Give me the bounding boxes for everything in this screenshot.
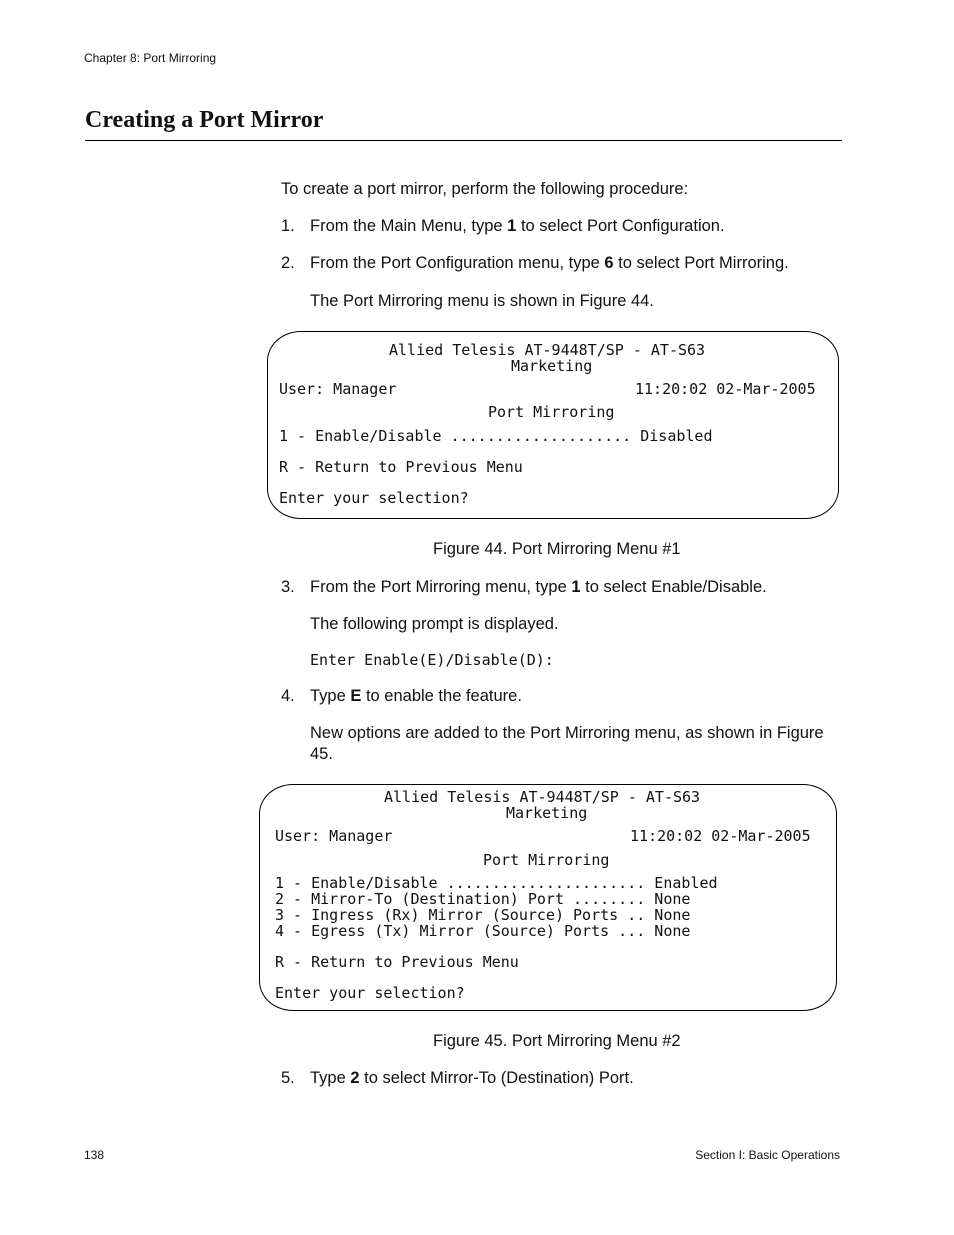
step-number: 1. [281,217,295,235]
figure-caption: Figure 44. Port Mirroring Menu #1 [433,540,681,558]
screen-prompt: Enter your selection? [279,489,469,507]
screen-user: User: Manager [275,827,393,845]
screen-title: Allied Telesis AT-9448T/SP - AT-S63 [389,341,706,359]
screen-datetime: 11:20:02 02-Mar-2005 [635,380,816,398]
step-number: 2. [281,254,295,272]
step-text: Type 2 to select Mirror-To (Destination) Port. [310,1069,634,1087]
step-text: From the Port Configuration menu, type 6 to select Port Mirroring. [310,254,789,272]
screen-menu-title: Port Mirroring [483,851,610,869]
screen-user: User: Manager [279,380,397,398]
screen-subtitle: Marketing [511,357,593,375]
figure-caption: Figure 45. Port Mirroring Menu #2 [433,1032,681,1050]
figure-reference-note: The Port Mirroring menu is shown in Figure 44. [310,292,654,310]
step-number: 3. [281,578,295,596]
intro-paragraph: To create a port mirror, perform the following procedure: [281,180,689,198]
screen-option: 1 - Enable/Disable .................... Disabled [279,427,713,445]
page-number: 138 [84,1148,105,1162]
title-rule [85,140,842,141]
running-header: Chapter 8: Port Mirroring [84,51,217,65]
screen-option: 1 - Enable/Disable ...................... Enabled [275,874,718,892]
step-number: 4. [281,687,295,705]
screen-menu-title: Port Mirroring [488,403,615,421]
prompt-example: Enter Enable(E)/Disable(D): [310,651,554,669]
figure-reference-note: New options are added to the Port Mirroring menu, as shown in Figure 45. [310,724,824,763]
step-text: From the Main Menu, type 1 to select Port Configuration. [310,217,725,235]
screen-title: Allied Telesis AT-9448T/SP - AT-S63 [384,788,701,806]
screen-option: 4 - Egress (Tx) Mirror (Source) Ports ... None [275,922,691,940]
prompt-note: The following prompt is displayed. [310,615,559,633]
screen-datetime: 11:20:02 02-Mar-2005 [630,827,811,845]
screen-subtitle: Marketing [506,804,588,822]
screen-return-option: R - Return to Previous Menu [279,458,523,476]
running-footer-section: Section I: Basic Operations [695,1148,840,1162]
section-title: Creating a Port Mirror [85,107,324,133]
screen-option: 3 - Ingress (Rx) Mirror (Source) Ports .. None [275,906,691,924]
step-text: From the Port Mirroring menu, type 1 to select Enable/Disable. [310,578,767,596]
screen-option: 2 - Mirror-To (Destination) Port ........ None [275,890,691,908]
screen-return-option: R - Return to Previous Menu [275,953,519,971]
screen-prompt: Enter your selection? [275,984,465,1002]
step-number: 5. [281,1069,295,1087]
step-text: Type E to enable the feature. [310,687,522,705]
